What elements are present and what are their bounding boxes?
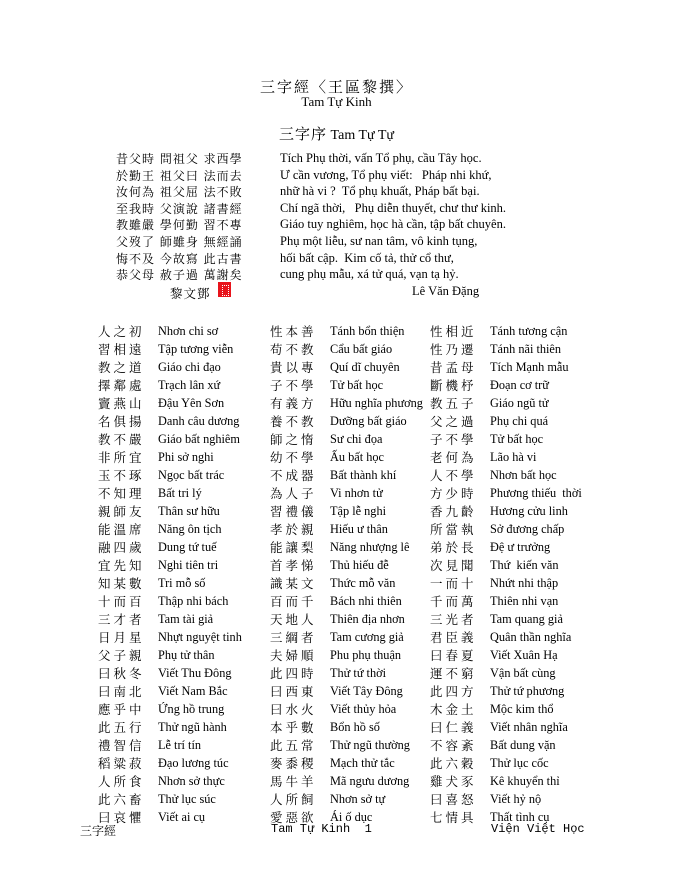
verse-row — [98, 448, 600, 466]
verse-viet: Sư chi đọa — [330, 431, 383, 446]
verse-viet: Bất tri lý — [158, 485, 202, 500]
verse-viet: Tử bất học — [330, 377, 384, 392]
verse-han: 千而萬 — [430, 594, 477, 609]
preface-han-line: 汝何為 祖父屈 法不敗 — [116, 185, 243, 200]
seal-stamp-icon — [218, 282, 231, 297]
verse-viet: Thử tứ phương — [490, 683, 565, 698]
verse-viet: Kê khuyển thỉ — [490, 773, 560, 788]
verse-han: 弟於長 — [430, 540, 477, 555]
verse-viet: Tử bất học — [490, 431, 544, 446]
verse-viet: Tam cương giả — [330, 629, 404, 644]
preface-han-line: 悔不及 今故寫 此古書 — [116, 251, 243, 266]
verse-row — [98, 466, 600, 484]
verse-han: 養不教 — [270, 414, 317, 429]
verse-han: 曰秋冬 — [98, 666, 145, 681]
verse-viet: Quân thần nghĩa — [490, 629, 572, 644]
verse-viet: Nhơn sở thực — [158, 773, 225, 788]
verse-han: 能讓梨 — [270, 540, 317, 555]
verse-han: 十而百 — [98, 594, 145, 609]
verse-han: 人不學 — [430, 468, 477, 483]
verse-han: 三才者 — [98, 612, 145, 627]
verse-row — [98, 610, 600, 628]
verse-viet: Hương cửu linh — [490, 503, 568, 518]
verse-han: 三光者 — [430, 612, 477, 627]
verse-row — [98, 358, 600, 376]
preface-han-line: 於勤王 祖父曰 法而去 — [116, 168, 243, 183]
verse-han: 夫婦順 — [270, 648, 317, 663]
verse-viet: Cẩu bất giáo — [330, 341, 393, 356]
verse-row — [98, 574, 600, 592]
title-han: 三字經〈王區黎撰〉 — [259, 78, 413, 96]
verse-han: 師之惰 — [270, 432, 317, 447]
verse-viet: Hữu nghĩa phương — [330, 395, 423, 410]
author-han: 黎文鄧 — [170, 286, 211, 301]
verse-han: 苟不教 — [270, 342, 317, 357]
verse-viet: Nhựt nguyệt tinh — [158, 629, 242, 644]
preface-viet-line: hối bất cập. Kim cố tả, thử cổ thư, — [280, 250, 454, 265]
verse-viet: Tánh nãi thiên — [490, 341, 562, 356]
verse-viet: Ứng hồ trung — [158, 701, 225, 716]
verse-han: 親師友 — [98, 504, 145, 519]
verse-viet: Thử lục súc — [158, 791, 216, 806]
verse-row — [98, 484, 600, 502]
verse-han: 愛惡欲 — [270, 810, 317, 825]
verse-viet: Viết nhân nghĩa — [490, 719, 568, 734]
preface-viet-block — [280, 150, 540, 283]
verse-viet: Dưỡng bất giáo — [330, 413, 407, 428]
verse-viet: Nhơn bất học — [490, 467, 557, 482]
verse-han: 曰南北 — [98, 684, 145, 699]
verse-han: 子不學 — [270, 378, 317, 393]
verse-viet: Viết Nam Bắc — [158, 683, 228, 698]
preface-han-block — [116, 151, 276, 284]
verse-viet: Viết Xuân Hạ — [490, 647, 558, 662]
verse-viet: Phụ tử thân — [158, 647, 215, 662]
verse-viet: Danh câu dương — [158, 413, 240, 428]
verse-han: 教不嚴 — [98, 432, 145, 447]
preface-title — [0, 123, 673, 144]
verse-han: 此五常 — [270, 738, 317, 753]
verse-han: 七情具 — [430, 810, 477, 825]
preface-viet-line: Giáo tuy nghiêm, học hà cần, tập bất chuyên. — [280, 217, 506, 232]
verse-viet: Vận bất cùng — [490, 665, 556, 680]
verse-viet: Ái ố dục — [330, 809, 373, 824]
verse-han: 不知理 — [98, 486, 145, 501]
verse-row — [98, 718, 600, 736]
verse-han: 君臣義 — [430, 630, 477, 645]
verse-row — [98, 394, 600, 412]
verse-han: 能溫席 — [98, 522, 145, 537]
verse-han: 教之道 — [98, 360, 145, 375]
verse-han: 麥黍稷 — [270, 756, 317, 771]
verse-viet: Mạch thử tắc — [330, 755, 395, 770]
verse-han: 曰喜怒 — [430, 792, 477, 807]
verse-viet: Thử tứ thời — [330, 665, 387, 680]
verse-han: 斷機杼 — [430, 378, 477, 393]
verse-viet: Lão hà vi — [490, 449, 537, 464]
verse-han: 老何為 — [430, 450, 477, 465]
verse-row — [98, 772, 600, 790]
preface-viet-line: Phụ một liễu, sư nan tâm, vô kinh tụng, — [280, 233, 478, 248]
verse-han: 孝於親 — [270, 522, 317, 537]
verse-viet: Ngọc bất trác — [158, 467, 225, 482]
verse-han: 稻粱菽 — [98, 756, 145, 771]
preface-han-line: 父歿了 師雖身 無經誦 — [116, 234, 243, 249]
verse-han: 父子親 — [98, 648, 145, 663]
verse-viet: Phụ chi quá — [490, 413, 549, 428]
preface-viet-line: Ư cần vương, Tổ phụ viết: Pháp nhi khứ, — [280, 167, 492, 182]
verse-han: 應乎中 — [98, 702, 145, 717]
verse-row — [98, 502, 600, 520]
verse-han: 首孝悌 — [270, 558, 317, 573]
verse-han: 識某文 — [270, 576, 317, 591]
verse-viet: Thiên địa nhơn — [330, 611, 405, 626]
verse-row — [98, 754, 600, 772]
verse-viet: Sở đương chấp — [490, 521, 565, 536]
verse-row — [98, 682, 600, 700]
verse-row — [98, 322, 600, 340]
verse-row — [98, 736, 600, 754]
verse-row — [98, 628, 600, 646]
verse-viet: Giáo ngũ tử — [490, 395, 549, 410]
preface-han-line: 教雖嚴 學何勤 習不專 — [116, 218, 243, 233]
verse-viet: Thất tình cụ — [490, 809, 550, 824]
verse-han: 習相遠 — [98, 342, 145, 357]
verse-han: 馬牛羊 — [270, 774, 317, 789]
verse-viet: Vi nhơn tử — [330, 485, 383, 500]
verse-row — [98, 520, 600, 538]
verse-viet: Viết thủy hỏa — [330, 701, 397, 716]
verse-viet: Ấu bất học — [330, 449, 384, 464]
verse-viet: Hiếu ư thân — [330, 521, 388, 536]
verse-han: 禮智信 — [98, 738, 145, 753]
verse-han: 香九齡 — [430, 504, 477, 519]
verse-viet: Năng nhượng lê — [330, 539, 410, 554]
verse-han: 不容紊 — [430, 738, 477, 753]
verse-row — [98, 664, 600, 682]
verse-viet: Mộc kim thổ — [490, 701, 554, 716]
verse-viet: Đậu Yên Sơn — [158, 395, 225, 410]
verse-row — [98, 646, 600, 664]
verse-han: 曰西東 — [270, 684, 317, 699]
verse-viet: Thủ hiếu đễ — [330, 557, 389, 572]
verse-han: 有義方 — [270, 396, 317, 411]
verses-table — [98, 322, 600, 826]
verse-viet: Thiên nhi vạn — [490, 593, 559, 608]
preface-viet-line: Tích Phụ thời, vấn Tổ phụ, cầu Tây học. — [280, 151, 482, 165]
verse-viet: Thân sư hữu — [158, 503, 220, 518]
verse-han: 曰仁義 — [430, 720, 477, 735]
verse-row — [98, 592, 600, 610]
footer-right: Viện Việt Học — [491, 822, 585, 836]
verse-viet: Nhơn chi sơ — [158, 323, 219, 338]
verse-han: 本乎數 — [270, 720, 317, 735]
verse-viet: Phu phụ thuận — [330, 647, 402, 662]
verse-han: 貴以專 — [270, 360, 317, 375]
verse-han: 曰水火 — [270, 702, 317, 717]
footer-page: Tam Tự Kinh 1 — [271, 822, 372, 836]
verse-han: 習禮儀 — [270, 504, 317, 519]
verse-han: 為人子 — [270, 486, 317, 501]
verse-viet: Tập tương viễn — [158, 341, 234, 356]
verse-row — [98, 376, 600, 394]
author-viet: Lê Văn Đặng — [412, 284, 480, 298]
verse-viet: Lễ trí tín — [158, 737, 202, 752]
verse-viet: Thử ngũ hành — [158, 719, 227, 734]
verse-viet: Viết Tây Đông — [330, 683, 403, 698]
verse-viet: Tam quang giả — [490, 611, 563, 626]
preface-viet-line: nhữ hà vi ? Tổ phụ khuất, Pháp bất bại. — [280, 184, 480, 199]
verse-han: 曰哀懼 — [98, 810, 145, 825]
verse-viet: Viết hỷ nộ — [490, 791, 542, 806]
verse-han: 一而十 — [430, 576, 477, 591]
verse-viet: Bách nhi thiên — [330, 593, 402, 608]
verse-han: 宜先知 — [98, 558, 145, 573]
verse-han: 日月星 — [98, 630, 145, 645]
verse-han: 非所宜 — [98, 450, 145, 465]
verse-viet: Tích Mạnh mẫu — [490, 359, 569, 374]
verse-viet: Mã ngưu dương — [330, 773, 410, 788]
verse-viet: Bất dung vặn — [490, 737, 556, 752]
verse-han: 曰春夏 — [430, 648, 477, 663]
verse-viet: Đạo lương túc — [158, 755, 229, 770]
verse-viet: Thử ngũ thường — [330, 737, 410, 752]
footer-left: 三字經 — [80, 825, 117, 839]
verse-viet: Bổn hồ số — [330, 719, 380, 734]
preface-viet-line: Chí ngã thời, Phụ diễn thuyết, chư thư kinh. — [280, 200, 507, 215]
verse-row — [98, 538, 600, 556]
verse-han: 教五子 — [430, 396, 477, 411]
verse-row — [98, 790, 600, 808]
verse-viet: Bất thành khí — [330, 467, 397, 482]
verse-han: 天地人 — [270, 612, 317, 627]
verse-han: 性相近 — [430, 324, 477, 339]
verse-han: 名俱揚 — [98, 414, 145, 429]
verse-han: 次見聞 — [430, 558, 477, 573]
verse-han: 木金土 — [430, 702, 477, 717]
verse-viet: Tri mỗ số — [158, 575, 206, 590]
verse-han: 人所飼 — [270, 792, 317, 807]
preface-han-line: 至我時 父演說 諸書經 — [116, 201, 243, 216]
verse-viet: Giáo bất nghiêm — [158, 431, 240, 446]
verse-viet: Phương thiếu thời — [490, 485, 582, 500]
preface-viet-line: cung phụ mẫu, xá tử quá, vạn tạ hỷ. — [280, 267, 459, 282]
verse-han: 人所食 — [98, 774, 145, 789]
preface-han-line: 恭父母 赦子過 萬謝矣 — [116, 268, 243, 283]
verse-viet: Tập lễ nghi — [330, 503, 387, 518]
verse-han: 雞犬豕 — [430, 774, 477, 789]
verse-han: 融四歲 — [98, 540, 145, 555]
verse-viet: Nghi tiên tri — [158, 557, 219, 572]
verse-viet: Thức mỗ văn — [330, 575, 396, 590]
verse-viet: Viết Thu Đông — [158, 665, 232, 680]
verse-han: 性本善 — [270, 324, 317, 339]
preface-han-line: 昔父時 問祖父 求西學 — [116, 152, 243, 166]
verse-han: 此四時 — [270, 666, 317, 681]
verse-row — [98, 556, 600, 574]
verse-han: 子不學 — [430, 432, 477, 447]
verse-viet: Viết ai cụ — [158, 809, 206, 824]
verse-viet: Trạch lân xứ — [158, 377, 221, 392]
verse-viet: Tánh tương cận — [490, 323, 568, 338]
verse-han: 方少時 — [430, 486, 477, 501]
verse-han: 此四方 — [430, 684, 477, 699]
verse-han: 昔孟母 — [430, 360, 477, 375]
verse-row — [98, 700, 600, 718]
title-viet: Tam Tự Kinh — [301, 94, 372, 109]
verse-han: 人之初 — [98, 324, 145, 339]
verse-viet: Giáo chi đạo — [158, 359, 221, 374]
verse-han: 不成器 — [270, 468, 317, 483]
verse-han: 玉不琢 — [98, 468, 145, 483]
verse-han: 三綱者 — [270, 630, 317, 645]
verse-viet: Dung tứ tuế — [158, 539, 217, 554]
verse-viet: Tánh bổn thiện — [330, 323, 405, 338]
verse-viet: Đệ ư trưởng — [490, 539, 551, 554]
verse-row — [98, 340, 600, 358]
verse-viet: Thử lục cốc — [490, 755, 549, 770]
verse-row — [98, 412, 600, 430]
verse-viet: Nhứt nhi thập — [490, 575, 559, 590]
verse-han: 竇燕山 — [98, 396, 145, 411]
verse-han: 此五行 — [98, 720, 145, 735]
verse-han: 擇鄰處 — [98, 378, 145, 393]
verse-viet: Nhơn sở tự — [330, 791, 386, 806]
verse-viet: Năng ôn tịch — [158, 521, 222, 536]
verse-han: 運不窮 — [430, 666, 477, 681]
verse-han: 性乃遷 — [430, 342, 477, 357]
verse-han: 所當執 — [430, 522, 477, 537]
preface-title-han: 三字序 — [279, 125, 328, 143]
verse-viet: Quí dĩ chuyên — [330, 359, 400, 374]
verse-row — [98, 430, 600, 448]
preface-title-viet: Tam Tự Tự — [330, 128, 394, 143]
verse-han: 父之過 — [430, 414, 477, 429]
verse-han: 幼不學 — [270, 450, 317, 465]
verse-viet: Thứ kiến văn — [490, 557, 559, 572]
verse-han: 百而千 — [270, 594, 317, 609]
verse-viet: Đoạn cơ trữ — [490, 377, 549, 392]
verse-han: 此六穀 — [430, 756, 477, 771]
verse-han: 知某數 — [98, 576, 145, 591]
verse-viet: Tam tài giả — [158, 611, 214, 626]
verse-viet: Phi sở nghi — [158, 449, 214, 464]
verse-han: 此六畜 — [98, 792, 145, 807]
verse-viet: Thập nhi bách — [158, 593, 229, 608]
